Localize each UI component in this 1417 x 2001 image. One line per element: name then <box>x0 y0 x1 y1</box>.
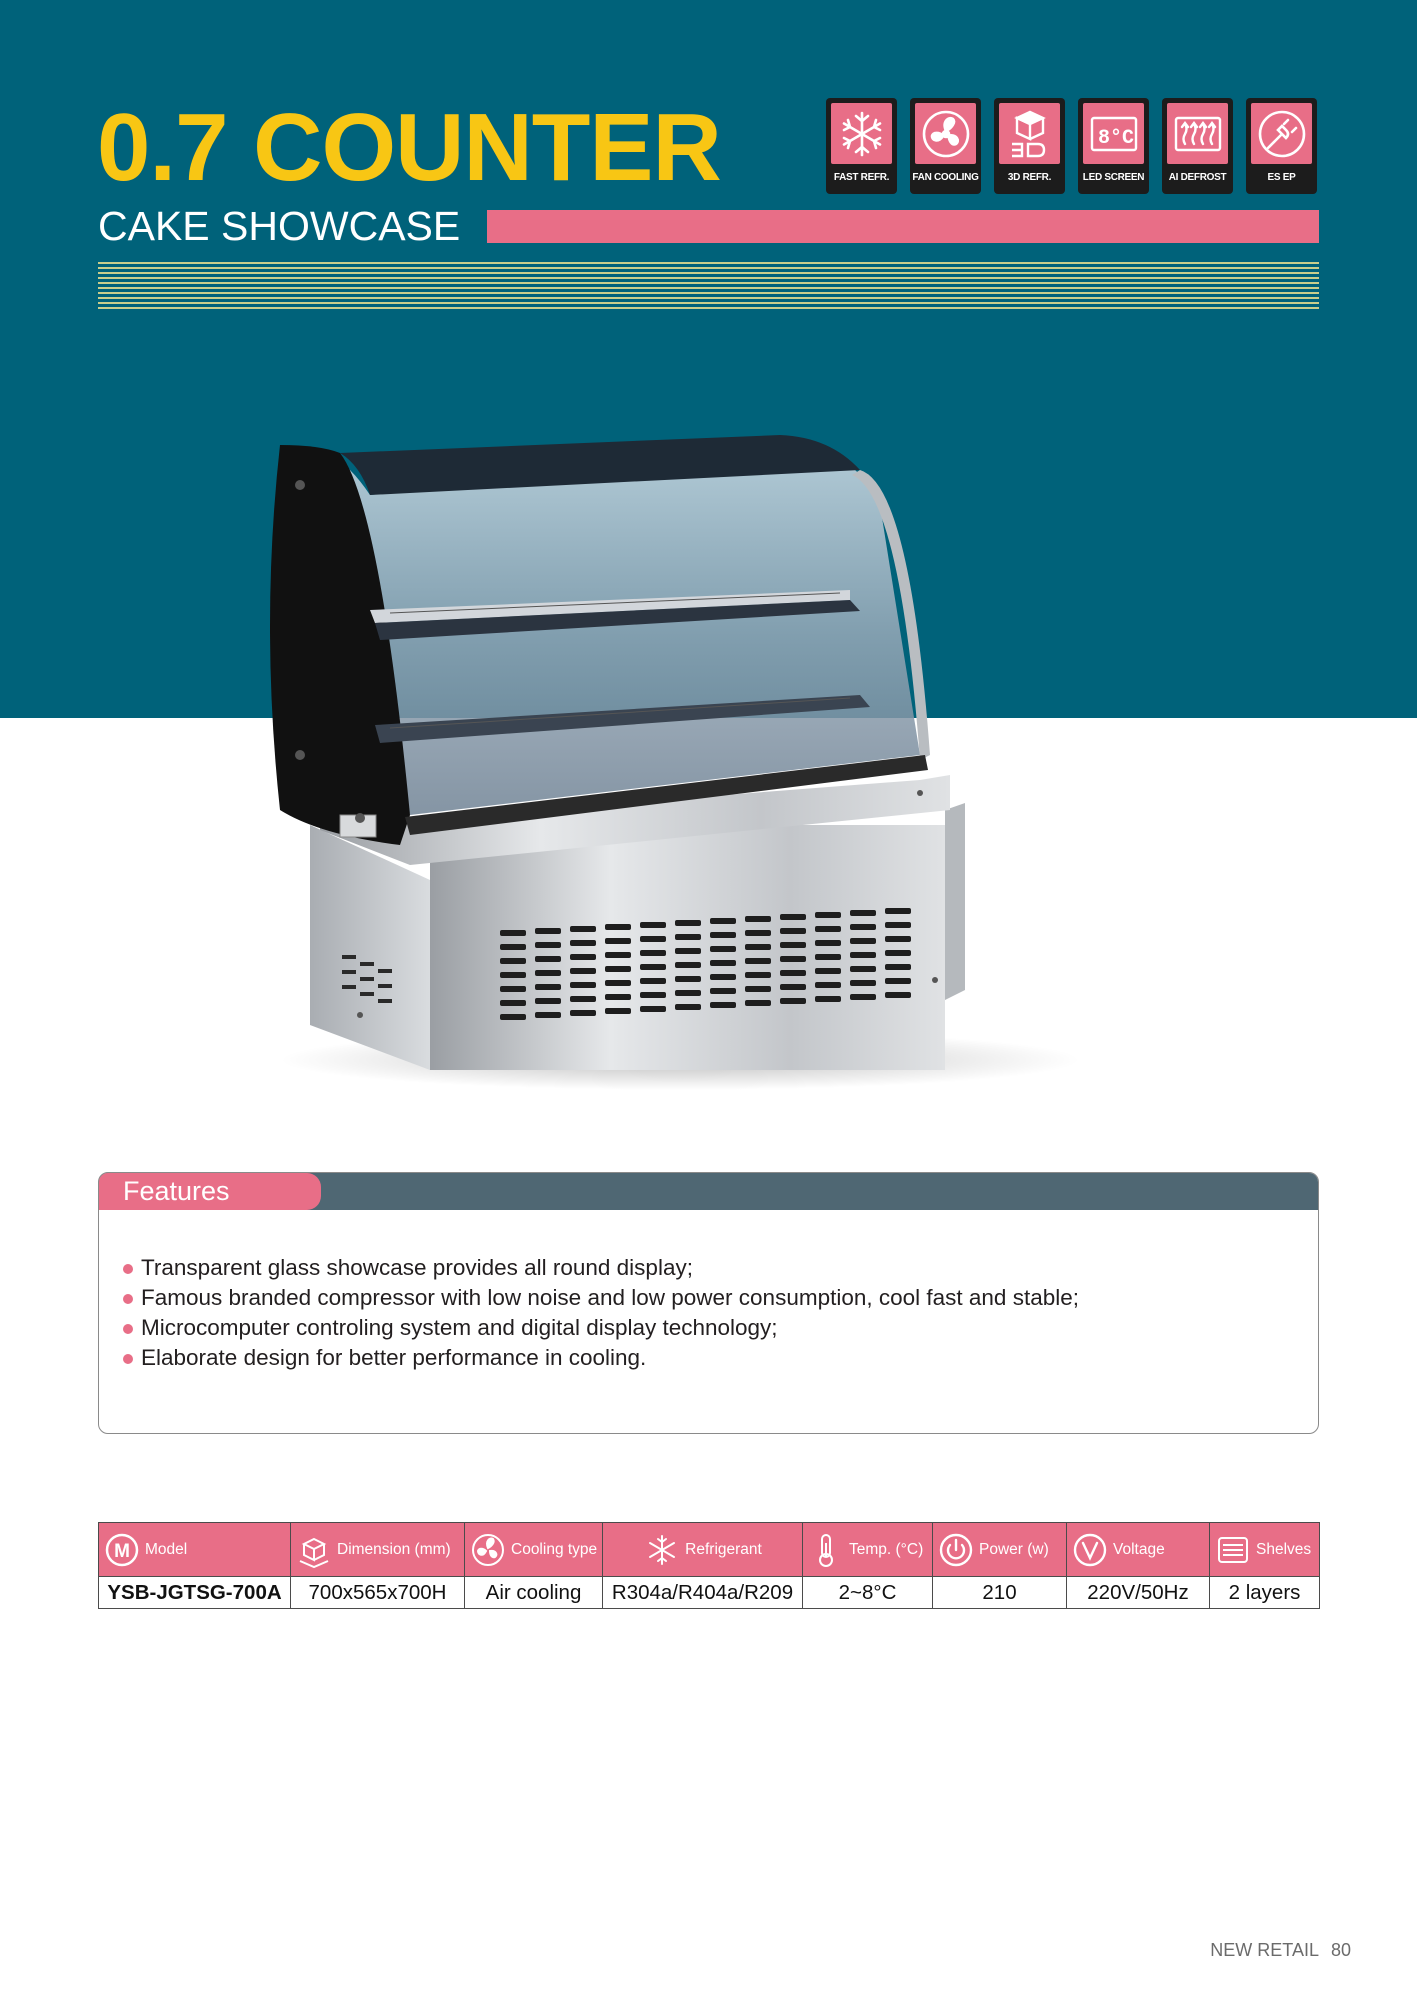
feature-item: Microcomputer controling system and digital display technology; <box>121 1313 1079 1343</box>
snowflake-icon <box>836 108 888 160</box>
feature-item: Elaborate design for better performance in cooling. <box>121 1343 1079 1373</box>
power-icon <box>937 1531 975 1569</box>
defrost-icon <box>1172 108 1224 160</box>
feature-icon-fan-cooling <box>910 98 981 194</box>
icon-label: FAST REFR. <box>833 172 890 183</box>
product-image <box>260 425 1130 1105</box>
col-power <box>933 1523 1067 1577</box>
page-subtitle: CAKE SHOWCASE <box>98 203 461 249</box>
cell-shelves: 2 layers <box>1210 1577 1320 1609</box>
page-number: 80 <box>1330 1940 1351 1960</box>
col-dimension <box>291 1523 465 1577</box>
cell-refrigerant: R304a/R404a/R209 <box>603 1577 803 1609</box>
cell-model: YSB-JGTSG-700A <box>99 1577 291 1609</box>
page-footer <box>1198 1940 1351 1961</box>
col-label: Power (w) <box>979 1540 1049 1558</box>
col-label: Cooling type <box>511 1540 598 1558</box>
col-refrigerant <box>603 1523 803 1577</box>
fan-icon <box>920 108 972 160</box>
icon-label: 3D REFR. <box>1007 172 1052 183</box>
dimension-icon <box>295 1531 333 1569</box>
col-cooling-type <box>465 1523 603 1577</box>
col-label: Voltage <box>1113 1540 1165 1558</box>
cell-cooling-type: Air cooling <box>465 1577 603 1609</box>
page-title: 0.7 COUNTER <box>97 94 721 201</box>
feature-icon-led-screen <box>1078 98 1149 194</box>
col-label: Temp. (°C) <box>849 1540 924 1558</box>
cell-power: 210 <box>933 1577 1067 1609</box>
features-panel <box>98 1172 1319 1434</box>
col-label: Dimension (mm) <box>337 1540 451 1558</box>
col-label: Shelves <box>1256 1540 1312 1558</box>
svg-text:8°C: 8°C <box>1097 126 1134 150</box>
feature-icon-row <box>826 98 1317 194</box>
icon-label: AI DEFROST <box>1168 172 1227 183</box>
cell-voltage: 220V/50Hz <box>1067 1577 1210 1609</box>
footer-section: NEW RETAIL <box>1210 1940 1319 1960</box>
col-temp <box>803 1523 933 1577</box>
features-heading: Features <box>99 1173 321 1210</box>
feature-item: Transparent glass showcase provides all round display; <box>121 1253 1079 1283</box>
feature-icon-ai-defrost <box>1162 98 1233 194</box>
shelves-icon <box>1214 1531 1252 1569</box>
eco-plug-icon <box>1256 108 1308 160</box>
cube-3d-icon <box>1004 108 1056 160</box>
accent-bar <box>487 210 1319 243</box>
icon-label: LED SCREEN <box>1082 172 1145 183</box>
col-shelves <box>1210 1523 1320 1577</box>
feature-icon-fast-refr <box>826 98 897 194</box>
icon-label: FAN COOLING <box>912 172 979 183</box>
icon-label: ES EP <box>1267 172 1296 183</box>
voltage-icon <box>1071 1531 1109 1569</box>
model-icon <box>103 1531 141 1569</box>
thermometer-icon <box>807 1531 845 1569</box>
fan-icon <box>469 1531 507 1569</box>
col-label: Refrigerant <box>685 1540 762 1558</box>
spec-header-row <box>99 1523 1320 1577</box>
led-screen-icon <box>1088 108 1140 160</box>
spec-row <box>99 1577 1320 1609</box>
feature-icon-es-ep <box>1246 98 1317 194</box>
spec-table <box>98 1522 1320 1609</box>
feature-item: Famous branded compressor with low noise and low power consumption, cool fast and stable; <box>121 1283 1079 1313</box>
feature-icon-3d-refr <box>994 98 1065 194</box>
snowflake-icon <box>643 1531 681 1569</box>
decorative-stripes <box>98 262 1319 310</box>
col-voltage <box>1067 1523 1210 1577</box>
cell-temp: 2~8°C <box>803 1577 933 1609</box>
svg-text:M: M <box>114 1540 130 1562</box>
feature-list <box>121 1253 1079 1373</box>
col-label: Model <box>145 1540 188 1558</box>
col-model <box>99 1523 291 1577</box>
cell-dimension: 700x565x700H <box>291 1577 465 1609</box>
features-header <box>99 1173 1318 1210</box>
